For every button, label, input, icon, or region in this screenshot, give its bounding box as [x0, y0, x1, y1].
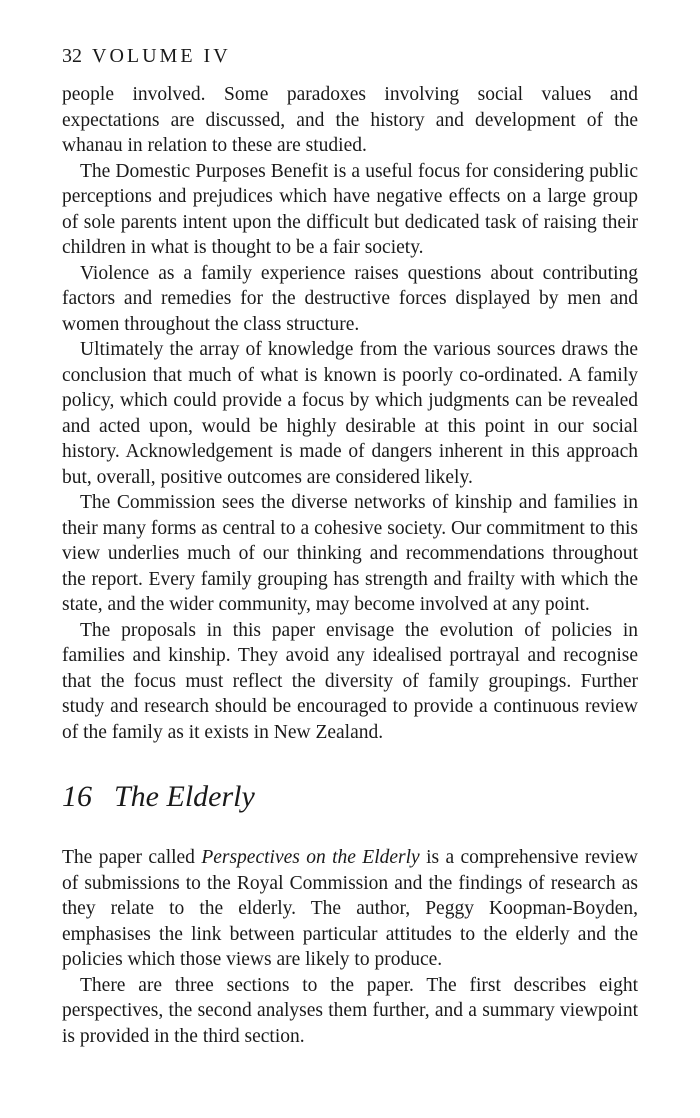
body-paragraph: people involved. Some paradoxes involving social values and expectations are discussed, and the history and development of the whanau in relation to these are studied. — [62, 84, 638, 156]
page-number: 32 — [62, 45, 82, 67]
section-heading — [62, 779, 638, 815]
body-paragraph: The Commission sees the diverse networks of kinship and families in their many forms as central to a cohesive society. Our commitment to this view underlies much of our thinking and recommendations throughout the report. Every family grouping has strength and frailty with which the state, and the wider community, may become involved at any point. — [62, 492, 638, 615]
document-page — [62, 44, 638, 1049]
volume-label: VOLUME IV — [92, 45, 231, 67]
section-paragraph — [62, 845, 638, 973]
section-title: The Elderly — [114, 780, 255, 813]
body-paragraph: Ultimately the array of knowledge from the various sources draws the conclusion that much of what is known is poorly co-ordinated. A family policy, which could provide a focus by which judgments can be revealed and acted upon, would be highly desirable at this point in our social history. Acknowledgement is made of dangers inherent in this approach but, overall, positive outcomes are considered likely. — [62, 339, 638, 488]
body-paragraph: Violence as a family experience raises questions about contributing factors and remedies for the destructive forces displayed by men and women throughout the class structure. — [62, 262, 638, 335]
body-paragraph: The proposals in this paper envisage the evolution of policies in families and kinship. They avoid any idealised portrayal and recognise that the focus must reflect the diversity of family groupings. Further study and research should be encouraged to provide a continuous review of the family as it exists in New Zealand. — [62, 619, 638, 743]
section-paragraph: There are three sections to the paper. The first describes eight perspectives, the second analyses them further, and a summary viewpoint is provided in the third section. — [62, 974, 638, 1047]
text-run: The paper called — [62, 847, 202, 868]
running-head — [62, 44, 638, 68]
body-paragraph: The Domestic Purposes Benefit is a useful focus for considering public perceptions and prejudices which have negative effects on a large group of sole parents intent upon the difficult but dedicated task of raising their children in what is thought to be a fair society. — [62, 160, 638, 258]
text-run: is a comprehensive review of submissions to the Royal Commission and the findings of research as they relate to the elderly. The author, Peggy Koopman-Boyden, emphasises the link between particular attitudes to the elderly and the policies which those views are likely to produce. — [62, 847, 638, 970]
section-number: 16 — [62, 780, 92, 813]
cited-paper-title: Perspectives on the Elderly — [201, 847, 420, 868]
